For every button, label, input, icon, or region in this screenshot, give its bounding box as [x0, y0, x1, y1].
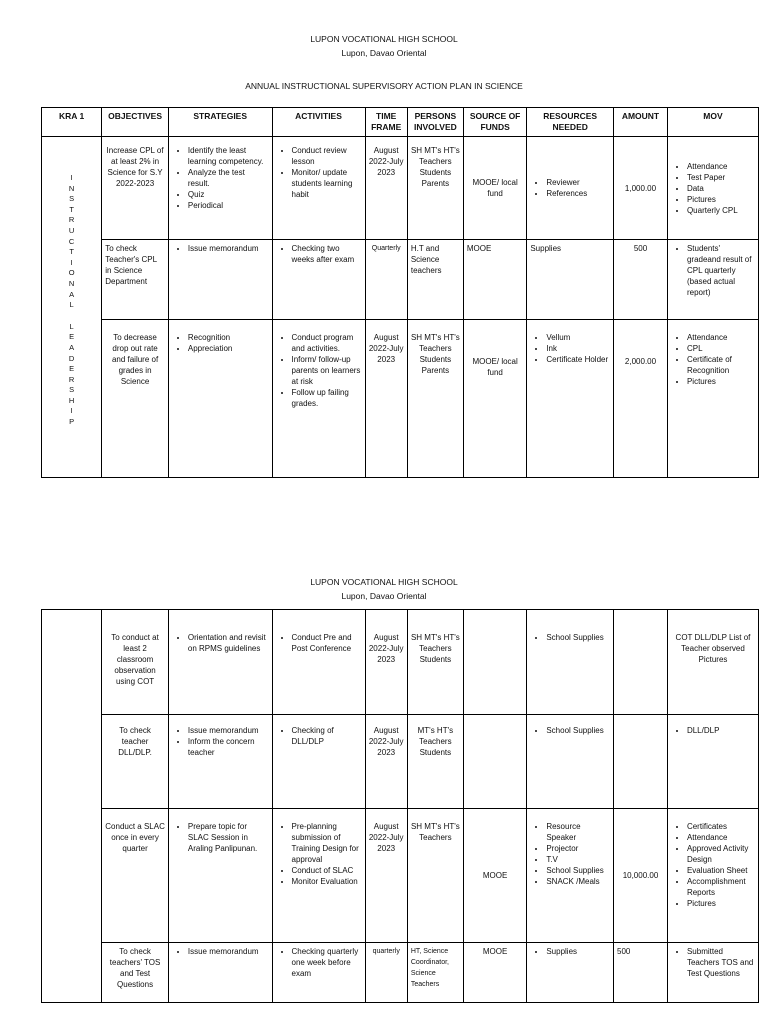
action-plan-table-1 — [41, 107, 759, 478]
header-persons-involved: PERSONS INVOLVED — [407, 108, 463, 137]
time-frame-cell: Quarterly — [365, 240, 407, 320]
header-objectives: OBJECTIVES — [102, 108, 169, 137]
time-frame-cell: August 2022-July 2023 — [365, 809, 407, 943]
school-location: Lupon, Davao Oriental — [341, 48, 427, 58]
amount-cell — [614, 610, 668, 715]
resources-cell: Supplies — [527, 240, 614, 320]
header-resources-needed: RESOURCES NEEDED — [527, 108, 614, 137]
time-frame-cell: August 2022-July 2023 — [365, 137, 407, 240]
resources-cell: • School Supplies — [527, 610, 614, 715]
table-row — [42, 320, 759, 478]
resources-cell: • Supplies — [527, 943, 614, 1003]
funds-cell: MOOE — [463, 809, 526, 943]
header-mov: MOV — [667, 108, 758, 137]
funds-cell: MOOE — [463, 943, 526, 1003]
strategies-cell: • Issue memorandum — [168, 240, 272, 320]
activities-cell: • Checking quarterly one week before exam — [272, 943, 365, 1003]
table-row — [42, 943, 759, 1003]
strategies-cell: • Orientation and revisit on RPMS guidelines — [168, 610, 272, 715]
activities-cell: • Checking of DLL/DLP — [272, 715, 365, 809]
header-strategies: STRATEGIES — [168, 108, 272, 137]
activities-cell: • Pre-planning submission of Training Design for approval • Conduct of SLAC • Monitor Evaluation — [272, 809, 365, 943]
amount-cell — [614, 715, 668, 809]
mov-cell: • Students' gradeand result of CPL quarterly (based actual report) — [667, 240, 758, 320]
mov-cell: • DLL/DLP — [667, 715, 758, 809]
persons-cell: H.T and Science teachers — [407, 240, 463, 320]
mov-cell: COT DLL/DLP List of Teacher observed Pictures — [667, 610, 758, 715]
objective-cell: To conduct at least 2 classroom observation using COT — [102, 610, 169, 715]
strategies-cell: • Issue memorandum • Inform the concern teacher — [168, 715, 272, 809]
school-name: LUPON VOCATIONAL HIGH SCHOOL — [310, 34, 458, 44]
strategies-cell: • Prepare topic for SLAC Session in Araling Panlipunan. — [168, 809, 272, 943]
resources-cell: • Vellum • Ink • Certificate Holder — [527, 320, 614, 478]
mov-cell: • Submitted Teachers TOS and Test Questions — [667, 943, 758, 1003]
persons-cell: SH MT's HT's Teachers Students — [407, 610, 463, 715]
resources-cell: • Resource Speaker • Projector • T.V • School Supplies • SNACK /Meals — [527, 809, 614, 943]
objective-cell: Increase CPL of at least 2% in Science for S.Y 2022-2023 — [102, 137, 169, 240]
objective-cell: Conduct a SLAC once in every quarter — [102, 809, 169, 943]
funds-cell — [463, 610, 526, 715]
resources-cell: • Reviewer • References — [527, 137, 614, 240]
table-row — [42, 809, 759, 943]
amount-cell: 500 — [614, 240, 668, 320]
funds-cell — [463, 715, 526, 809]
school-location-page2: Lupon, Davao Oriental — [341, 591, 427, 601]
document-title: ANNUAL INSTRUCTIONAL SUPERVISORY ACTION PLAN IN SCIENCE — [245, 81, 523, 91]
persons-cell: SH MT's HT's Teachers Students Parents — [407, 320, 463, 478]
strategies-cell: • Recognition • Appreciation — [168, 320, 272, 478]
persons-cell: SH MT's HT's Teachers — [407, 809, 463, 943]
activities-cell: • Conduct review lesson • Monitor/ update students learning habit — [272, 137, 365, 240]
strategies-cell: • Issue memorandum — [168, 943, 272, 1003]
kra-cell-empty — [42, 610, 102, 1003]
strategies-cell: • Identify the least learning competency. • Analyze the test result. • Quiz • Periodical — [168, 137, 272, 240]
mov-cell: • Attendance • CPL • Certificate of Recognition • Pictures — [667, 320, 758, 478]
time-frame-cell: quarterly — [365, 943, 407, 1003]
funds-cell: MOOE/ local fund — [463, 137, 526, 240]
header-activities: ACTIVITIES — [272, 108, 365, 137]
objective-cell: To check Teacher's CPL in Science Department — [102, 240, 169, 320]
time-frame-cell: August 2022-July 2023 — [365, 715, 407, 809]
objective-cell: To check teacher DLL/DLP. — [102, 715, 169, 809]
school-name-page2: LUPON VOCATIONAL HIGH SCHOOL — [310, 577, 458, 587]
persons-cell: SH MT's HT's Teachers Students Parents — [407, 137, 463, 240]
amount-cell: 10,000.00 — [614, 809, 668, 943]
resources-cell: • School Supplies — [527, 715, 614, 809]
objective-cell: To decrease drop out rate and failure of grades in Science — [102, 320, 169, 478]
activities-cell: • Checking two weeks after exam — [272, 240, 365, 320]
action-plan-table-2 — [41, 609, 759, 1003]
table-row — [42, 240, 759, 320]
header-kra: KRA 1 — [42, 108, 102, 137]
mov-cell: • Certificates • Attendance • Approved Activity Design • Evaluation Sheet • Accomplishment Reports • Pictures — [667, 809, 758, 943]
persons-cell: MT's HT's Teachers Students — [407, 715, 463, 809]
table-row — [42, 715, 759, 809]
kra-vertical-label: I N S T R U C T I O N A L L E A D E R S H I P — [42, 137, 102, 478]
header-time-frame: TIME FRAME — [365, 108, 407, 137]
amount-cell: 2,000.00 — [614, 320, 668, 478]
time-frame-cell: August 2022-July 2023 — [365, 610, 407, 715]
mov-cell: • Attendance • Test Paper • Data • Pictures • Quarterly CPL — [667, 137, 758, 240]
funds-cell: MOOE/ local fund — [463, 320, 526, 478]
activities-cell: • Conduct Pre and Post Conference — [272, 610, 365, 715]
objective-cell: To check teachers' TOS and Test Questions — [102, 943, 169, 1003]
table-row — [42, 137, 759, 240]
header-source-of-funds: SOURCE OF FUNDS — [463, 108, 526, 137]
persons-cell: HT, Science Coordinator, Science Teachers — [407, 943, 463, 1003]
time-frame-cell: August 2022-July 2023 — [365, 320, 407, 478]
table-row — [42, 610, 759, 715]
amount-cell: 1,000.00 — [614, 137, 668, 240]
amount-cell: 500 — [614, 943, 668, 1003]
funds-cell: MOOE — [463, 240, 526, 320]
header-row — [42, 108, 759, 137]
header-amount: AMOUNT — [614, 108, 668, 137]
activities-cell: • Conduct program and activities. • Inform/ follow-up parents on learners at risk • Follow up failing grades. — [272, 320, 365, 478]
